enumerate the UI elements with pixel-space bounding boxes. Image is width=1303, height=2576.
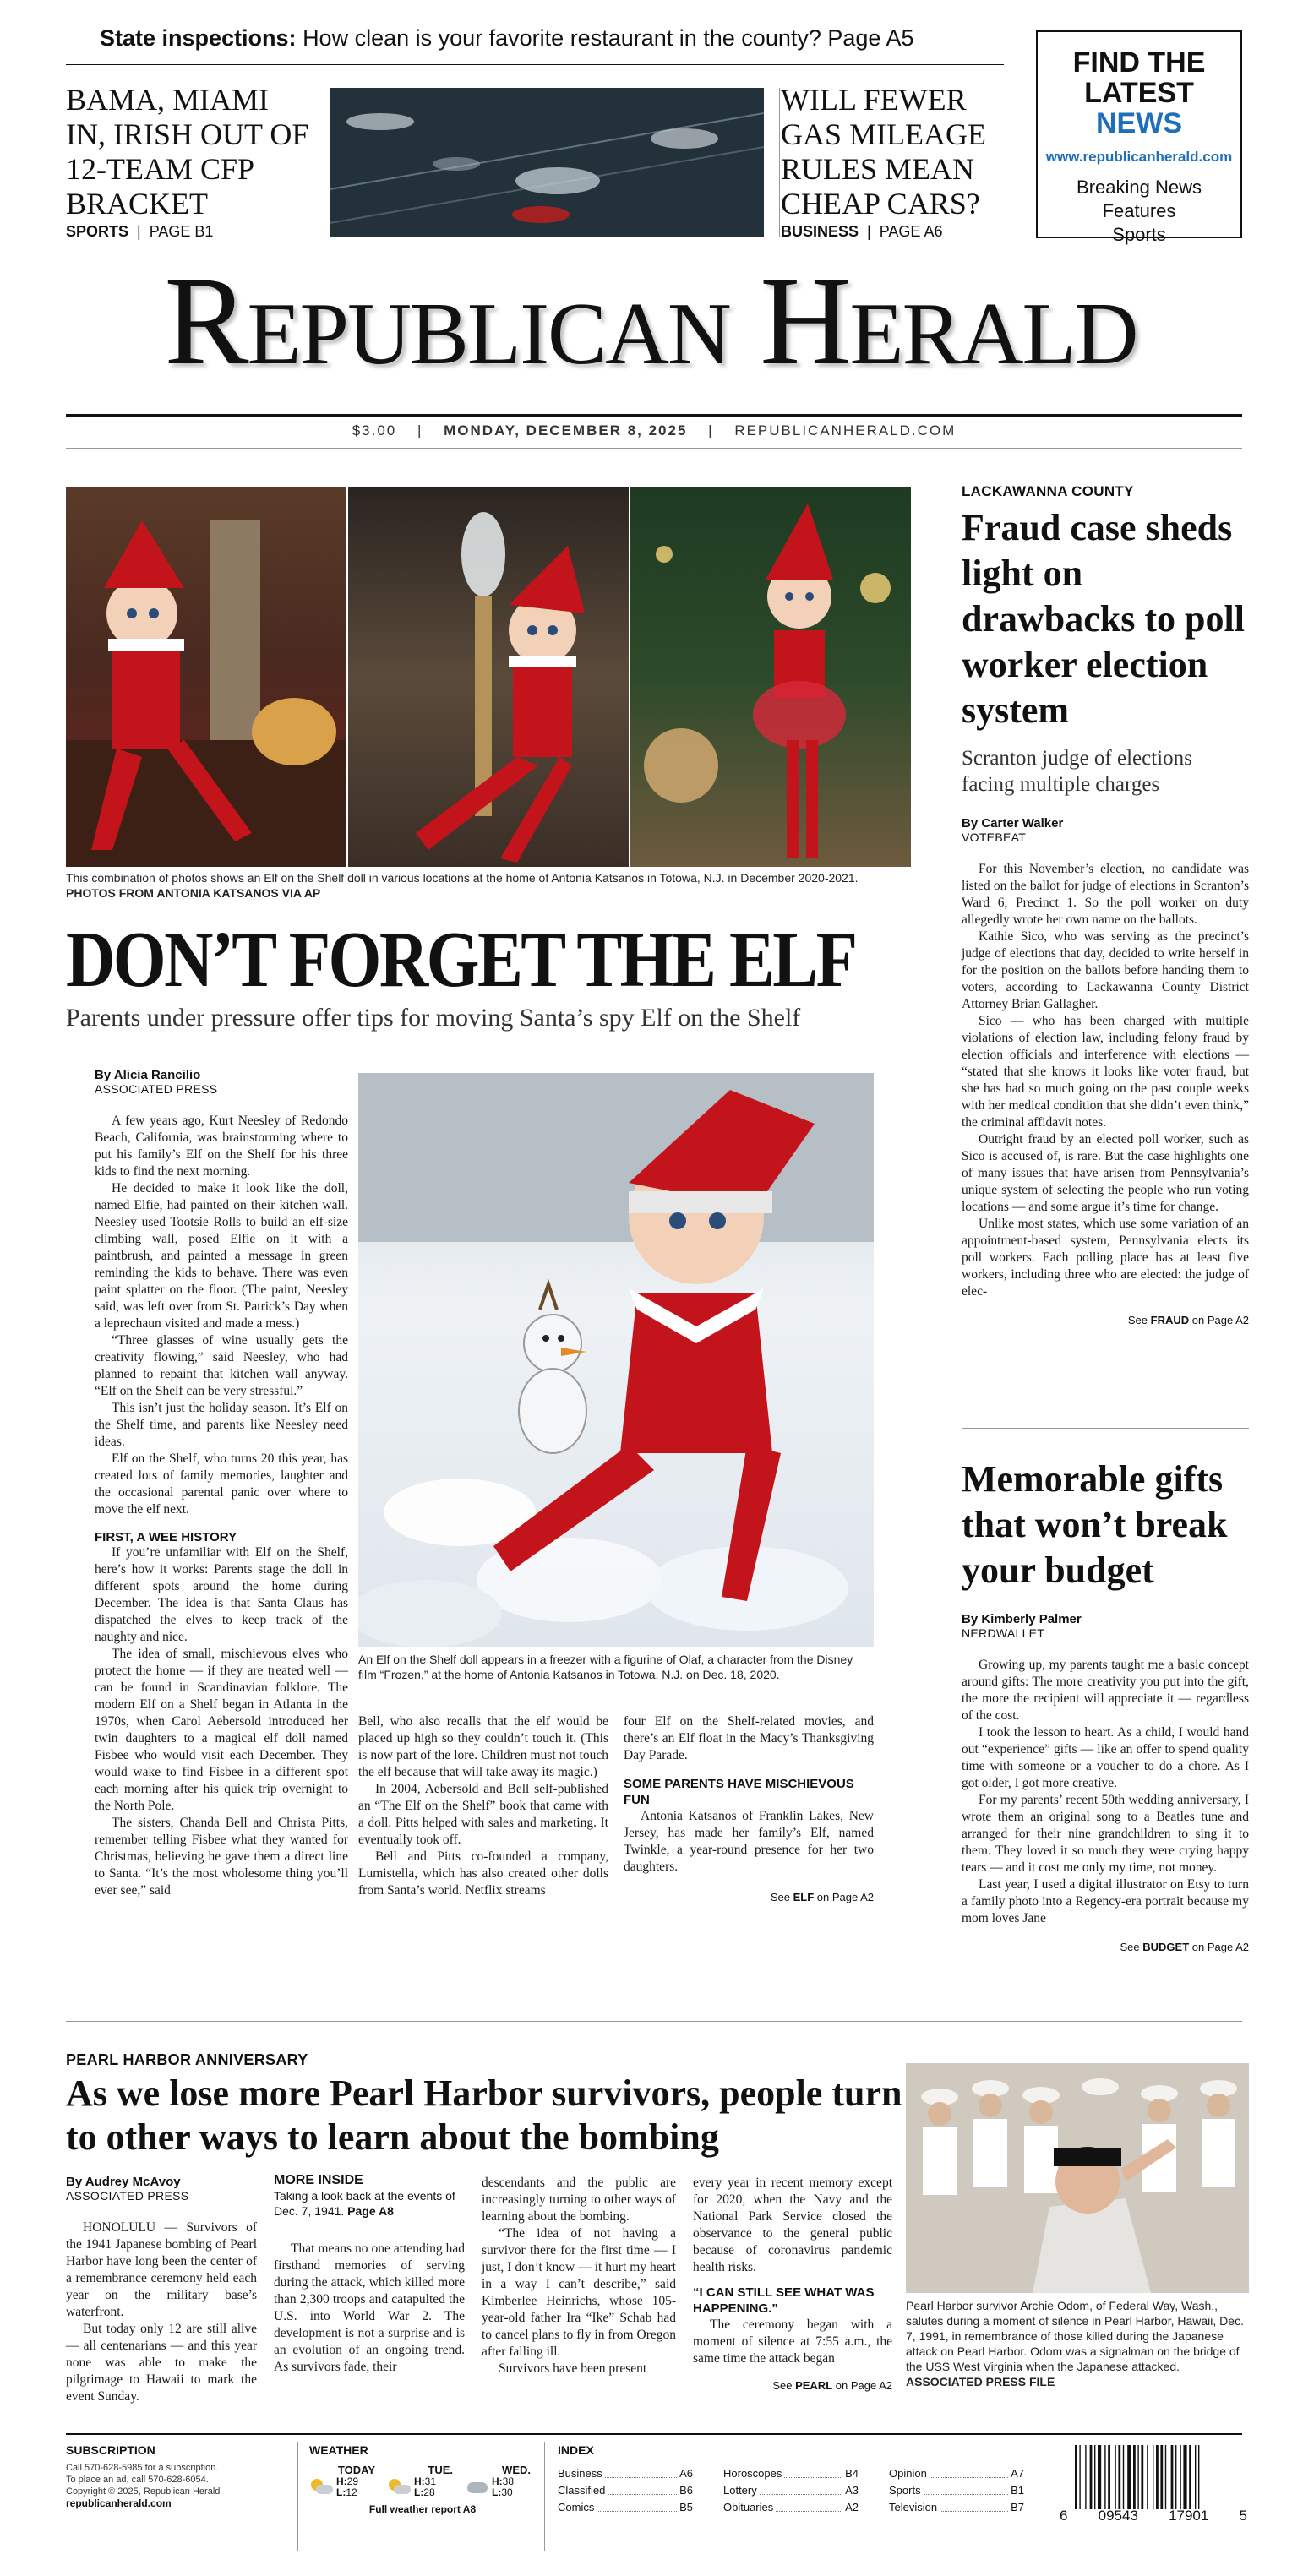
story-paragraph: Unlike most states, which use some variation of an appointment-based system, Pennsylvania elects its poll workers. Each polling place has at least five workers, including three who are elected: the judge of elec- — [962, 1217, 1249, 1299]
index-item[interactable] — [889, 2482, 1024, 2499]
index-name: Opinion — [889, 2467, 927, 2480]
elf-freezer-photo[interactable] — [358, 1073, 874, 1647]
index-item[interactable] — [723, 2465, 859, 2482]
story-paragraph: The ceremony began with a moment of silence at 7:55 a.m., the same time the attack began — [693, 2317, 892, 2366]
byline-author: By Audrey McAvoy — [66, 2175, 181, 2189]
index-item[interactable] — [723, 2499, 859, 2516]
index-box — [558, 2443, 1039, 2516]
story-paragraph: Bell and Pitts co-founded a company, Lumistella, which has also created other dolls from Santa’s world. Netflix streams — [358, 1849, 608, 1898]
more-inside-page: Page A8 — [347, 2204, 394, 2218]
elf-headline[interactable]: DON’T FORGET THE ELF — [66, 916, 856, 1004]
pearl-salute-image-icon — [906, 2063, 1249, 2293]
barcode-bar — [1127, 2445, 1131, 2509]
promo-divider-2 — [779, 88, 780, 237]
upc-barcode — [1060, 2442, 1247, 2551]
story-paragraph: If you’re unfamiliar with Elf on the Shelf, here’s how it works: Parents stage the doll in different spots around the home during December. The idea is that Santa Claus has dispatched the elves to keep track of the naughty and nice. — [95, 1545, 348, 1644]
jump-prefix: See — [772, 2379, 793, 2392]
byline-org: ASSOCIATED PRESS — [66, 2189, 189, 2203]
story-paragraph: That means no one attending had firsthand memories of serving during the attack, which killed more than 2,300 troops and catapulted the U.S. into World War 2. The development is not a surprise and is an evolution of an ongoing trend. As survivors fade, their — [274, 2241, 465, 2374]
traffic-image-icon — [330, 88, 764, 237]
weather-label: WEATHER — [309, 2443, 368, 2457]
barcode-bar — [1104, 2445, 1105, 2509]
jump-prefix: See — [1120, 1941, 1140, 1953]
top-rule — [66, 64, 1004, 65]
barcode-lead: 6 — [1060, 2508, 1068, 2524]
story-paragraph: Last year, I used a digital illustrator on Etsy to turn a family photo into a Regency-era portrait because my mom loves Jane — [962, 1877, 1249, 1925]
barcode-bar — [1133, 2445, 1136, 2509]
index-page: A3 — [845, 2484, 859, 2497]
weather-day-name: TODAY — [337, 2464, 375, 2476]
subscription-line: To place an ad, call 570-628-6054. — [66, 2475, 209, 2485]
story-paragraph: In 2004, Aebersold and Bell self-published an “The Elf on the Shelf” book that came with a doll. Pitts helped with sales and marketing. It eventually took off. — [358, 1782, 608, 1847]
story-subhead: SOME PARENTS HAVE MISCHIEVOUS FUN — [624, 1777, 854, 1807]
elf-column-1 — [95, 1068, 348, 1899]
hi-temp: 31 — [424, 2475, 437, 2487]
index-page: B1 — [1011, 2484, 1024, 2497]
promo-section: SPORTS — [66, 223, 129, 240]
byline-org: VOTEBEAT — [962, 831, 1027, 844]
promo-page: PAGE B1 — [149, 223, 214, 240]
index-page: A6 — [679, 2467, 693, 2480]
promo-traffic-photo[interactable] — [330, 88, 764, 237]
elf-column-3 — [624, 1713, 874, 1903]
masthead-title[interactable]: Republican Herald — [164, 251, 1137, 391]
barcode-bar — [1118, 2445, 1120, 2509]
pearl-caption — [906, 2298, 1249, 2389]
dateline — [66, 422, 1242, 439]
jump-key: ELF — [793, 1891, 815, 1903]
elf-column-2 — [358, 1713, 608, 1899]
barcode-bar — [1098, 2445, 1101, 2509]
barcode-bar — [1183, 2445, 1186, 2509]
story-paragraph: But today only 12 are still alive — all centenarians — and this year none was able to make the pilgrimage to Hawaii to mark the event Sunday. — [66, 2322, 257, 2404]
story-paragraph: Kathie Sico, who was serving as the precinct’s judge of elections that day, decided to write herself in for the position on the ballots before handing them to voters, according to Lackawanna County District Attorney Brian Gallagher. — [962, 929, 1249, 1011]
barcode-bar — [1175, 2445, 1176, 2509]
story-paragraph: four Elf on the Shelf-related movies, and there’s an Elf float in the Macy’s Thanksgiving Day Parade. — [624, 1714, 874, 1762]
barcode-bar — [1171, 2445, 1174, 2509]
index-name: Sports — [889, 2484, 921, 2497]
index-item[interactable] — [889, 2465, 1024, 2482]
story-paragraph: Elf on the Shelf, who turns 20 this year, has created lots of family memories, laughter and the occasional parental panic over where to move the elf next. — [95, 1451, 348, 1517]
elf-photo-strip[interactable] — [66, 487, 911, 867]
barcode-bar — [1198, 2445, 1199, 2509]
barcode-left: 09543 — [1098, 2508, 1138, 2524]
pearl-column-2 — [274, 2173, 465, 2376]
elf-nativity-image-icon — [66, 487, 346, 867]
jump-key: FRAUD — [1150, 1314, 1190, 1326]
index-name: Obituaries — [723, 2501, 774, 2513]
lo-temp: 12 — [346, 2486, 357, 2498]
pearl-headline[interactable]: As we lose more Pearl Harbor survivors, people turn to other ways to learn about the bombing — [66, 2072, 902, 2158]
cloudy-icon — [465, 2479, 488, 2496]
subscription-line: Call 570-628-5985 for a subscription. — [66, 2463, 219, 2473]
story-paragraph: The sisters, Chanda Bell and Christa Pitts, remember telling Fisbee what they wanted for Christmas, believing he gave them a direct line to Santa. “It’s the most wholesome thing you’ll ever see,” said — [95, 1816, 348, 1898]
story-paragraph: For this November’s election, no candidate was listed on the ballot for judge of elections in Scranton’s Ward 6, Precinct 1. So the poll worker on duty allegedly wrote her own name on the ballots. — [962, 862, 1249, 927]
promo-sep: | — [867, 223, 871, 240]
price: $3.00 — [352, 422, 397, 438]
jump-page: on Page A2 — [816, 1891, 874, 1903]
hi-temp: 38 — [502, 2475, 515, 2487]
jump-key: PEARL — [795, 2379, 833, 2392]
more-inside-label: MORE INSIDE — [274, 2173, 363, 2187]
promo-headline: WILL FEWER GAS MILEAGE RULES MEAN CHEAP CARS? — [781, 83, 986, 221]
lo-temp: 28 — [423, 2486, 435, 2498]
story-paragraph: Bell, who also recalls that the elf would be placed up high so they couldn’t touch it. (This is now part of the lore. Children must not touch the elf because that will take away its magic.) — [358, 1714, 608, 1779]
story-paragraph: “The idea of not having a survivor there for the first time — I just, I don’t know — it hurt my heart in a way I can’t describe,” said Kimberlee Heinrichs, whose 105-year-old father Ira “Ike” Schab had to cancel plans to fly in from Oregon after falling ill. — [482, 2226, 676, 2359]
dateline-sep: | — [417, 422, 423, 438]
index-name: Lottery — [723, 2484, 757, 2497]
right-column-rule — [962, 1428, 1249, 1429]
barcode-bar — [1147, 2445, 1148, 2509]
jump-prefix: See — [1127, 1314, 1148, 1326]
gifts-story — [962, 1457, 1249, 1953]
teaser-label: State inspections: — [100, 25, 297, 51]
elf-candle-image-icon — [348, 487, 629, 867]
dateline-sep: | — [708, 422, 714, 438]
masthead-rule-top — [66, 414, 1242, 417]
promo-section: BUSINESS — [781, 223, 859, 240]
barcode-bar — [1160, 2445, 1163, 2509]
story-paragraph: descendants and the public are increasingly turning to other ways of learning about the bombing. — [482, 2176, 676, 2224]
partly-cloudy-icon — [387, 2479, 411, 2496]
hi-label: H: — [492, 2475, 503, 2487]
hi-temp: 29 — [346, 2475, 359, 2487]
pearl-column-4 — [693, 2175, 892, 2392]
barcode-bar — [1156, 2445, 1159, 2509]
barcode-bar — [1094, 2445, 1095, 2509]
story-paragraph: He decided to make it look like the doll, named Elfie, had painted on their kitchen wall. Neesley used Tootsie Rolls to build an elf-size climbing wall, posed Elfie on it with a paintbrush, and painted a message in green reminding the kids to behave. There was even paint splatter on the floor. (The paint, Neesley said, was left over from St. Patrick’s Day when a leprechaun visited and made a mess.) — [95, 1181, 348, 1331]
caption-text: Pearl Harbor survivor Archie Odom, of Federal Way, Wash., salutes during a moment of silence in Pearl Harbor, Hawaii, Dec. 7, 1991, in remembrance of those killed during the Japanese attack on Pearl Harbor. Odom was a signalman on the bridge of the USS West Virginia when the Japanese attacked. — [906, 2299, 1244, 2373]
story-paragraph: Outright fraud by an elected poll worker, such as Sico is accused of, is rare. But the case highlights one of many issues that have arisen from Pennsylvania’s unique system of selecting the people who run voting locations — and some argue it’s time for change. — [962, 1132, 1249, 1214]
story-paragraph: Antonia Katsanos of Franklin Lakes, New Jersey, has made her family’s Elf, named Twinkle, a year-round presence for her two daughters. — [624, 1809, 874, 1874]
lo-temp: 30 — [501, 2486, 513, 2498]
story-paragraph: Growing up, my parents taught me a basic concept around gifts: The more creativity you put into the gift, the more the recipient will appreciate it — regardless of the cost. — [962, 1658, 1249, 1723]
barcode-bar — [1195, 2445, 1196, 2509]
news-box-news: NEWS — [1096, 107, 1182, 139]
index-page: B6 — [679, 2484, 693, 2497]
caption-text: This combination of photos shows an Elf on the Shelf doll in various locations at the home of Antonia Katsanos in Totowa, N.J. in December 2020-2021. — [66, 871, 859, 885]
jump-key: BUDGET — [1142, 1941, 1190, 1953]
story-subhead: FIRST, A WEE HISTORY — [95, 1530, 237, 1544]
byline-org: NERDWALLET — [962, 1626, 1045, 1640]
barcode-icon — [1073, 2445, 1247, 2513]
byline-org: ASSOCIATED PRESS — [95, 1082, 218, 1096]
index-name: Television — [889, 2501, 938, 2513]
index-page: A2 — [845, 2501, 859, 2513]
jump-page: on Page A2 — [835, 2379, 892, 2392]
pearl-column-1 — [66, 2175, 257, 2405]
jump-page: on Page A2 — [1191, 1941, 1249, 1953]
weather-day-name: TUE. — [428, 2464, 453, 2476]
index-label: INDEX — [558, 2443, 594, 2457]
index-item[interactable] — [558, 2465, 693, 2482]
barcode-bar — [1075, 2445, 1077, 2509]
promo-business[interactable] — [781, 83, 1034, 241]
index-page: B5 — [679, 2501, 693, 2513]
story-paragraph: every year in recent memory except for 2020, when the Navy and the National Park Service closed the observance to the general public because of coronavirus pandemic health risks. — [693, 2176, 892, 2274]
story-paragraph: For my parents’ recent 50th wedding anniversary, I wrote them an original song to a Beatles tune and arranged for their nine grandchildren to sing it to them. They loved it so much they were crying happy tears — and it cost me only my time, not money. — [962, 1793, 1249, 1875]
index-name: Horoscopes — [723, 2467, 782, 2480]
promo-sports[interactable] — [66, 83, 311, 241]
fraud-dek: Scranton judge of elections facing multiple charges — [962, 747, 1192, 796]
pearl-photo[interactable] — [906, 2063, 1249, 2293]
jump-prefix: See — [770, 1891, 790, 1903]
gifts-headline[interactable]: Memorable gifts that won’t break your budget — [962, 1458, 1228, 1591]
elf-top-caption — [66, 870, 911, 901]
fraud-jump-line[interactable] — [962, 1314, 1249, 1326]
index-page: B7 — [1011, 2501, 1024, 2513]
elf-freezer-caption: An Elf on the Shelf doll appears in a freezer with a figurine of Olaf, a character from the Disney film “Frozen,” at the home of Antonia Katsanos in Totowa, N.J. on Dec. 18, 2020. — [358, 1653, 853, 1681]
hi-label: H: — [336, 2475, 347, 2487]
lo-label: L: — [336, 2486, 346, 2498]
elf-photo-nativity — [66, 487, 346, 867]
subscription-label: SUBSCRIPTION — [66, 2443, 155, 2457]
elf-jump-line[interactable] — [624, 1891, 874, 1903]
promo-headline: BAMA, MIAMI IN, IRISH OUT OF 12-TEAM CFP BRACKET — [66, 83, 309, 221]
barcode-bar — [1165, 2445, 1166, 2509]
lo-label: L: — [492, 2486, 502, 2498]
news-box-line1: FIND THE — [1072, 46, 1206, 79]
weather-report-link[interactable]: Full weather report A8 — [368, 2503, 477, 2515]
site-link[interactable]: REPUBLICANHERALD.COM — [734, 422, 957, 438]
index-item[interactable] — [558, 2482, 693, 2499]
jump-page: on Page A2 — [1191, 1314, 1249, 1326]
byline-author: By Kimberly Palmer — [962, 1612, 1082, 1626]
story-paragraph: A few years ago, Kurt Neesley of Redondo Beach, California, was brainstorming where to put his family’s Elf on the Shelf for his three kids to find the next morning. — [95, 1114, 348, 1179]
barcode-bar — [1137, 2445, 1138, 2509]
subscription-site[interactable]: republicanherald.com — [66, 2497, 172, 2509]
hi-label: H: — [414, 2475, 425, 2487]
barcode-bar — [1079, 2445, 1080, 2509]
story-paragraph: “Three glasses of wine usually gets the creativity flowing,” said Neesley, who had planned to repaint that kitchen wall anyway. “Elf on the Shelf can be very stressful.” — [95, 1333, 348, 1398]
pearl-top-rule — [66, 2021, 1242, 2022]
byline-author: By Alicia Rancilio — [95, 1068, 201, 1082]
weather-day-name: WED. — [502, 2464, 531, 2476]
news-box-url[interactable]: www.republicanherald.com — [1045, 149, 1233, 165]
index-name: Business — [558, 2467, 602, 2480]
gifts-jump-line[interactable] — [962, 1941, 1249, 1953]
subscription-box — [66, 2443, 294, 2509]
lo-label: L: — [414, 2486, 424, 2498]
barcode-bar — [1085, 2445, 1086, 2509]
byline-author: By Carter Walker — [962, 816, 1064, 831]
pearl-jump-line[interactable] — [693, 2379, 892, 2392]
index-item[interactable] — [889, 2499, 1024, 2516]
story-kicker: LACKAWANNA COUNTY — [962, 483, 1134, 499]
footer-rule — [66, 2433, 1242, 2435]
more-inside-text: Taking a look back at the events of Dec. 7, 1941. — [274, 2189, 455, 2218]
index-page: B4 — [845, 2467, 859, 2480]
index-name: Classified — [558, 2484, 606, 2497]
story-paragraph: Sico — who has been charged with multiple violations of election law, including felony fraud by election officials and interference with elections — “stated that she knows it looks like voter fraud, but she has had so much going on the past couple weeks with her medical condition that she didn’t even think,” the criminal affidavit notes. — [962, 1014, 1249, 1130]
weather-day — [309, 2464, 375, 2498]
story-subhead: “I CAN STILL SEE WHAT WAS HAPPENING.” — [693, 2285, 875, 2316]
subscription-line: Copyright © 2025, Republican Herald — [66, 2486, 221, 2497]
elf-freezer-image-icon — [358, 1073, 874, 1647]
index-name: Comics — [558, 2501, 595, 2513]
elf-dek: Parents under pressure offer tips for moving Santa’s spy Elf on the Shelf — [66, 1004, 801, 1032]
index-item[interactable] — [723, 2482, 859, 2499]
masthead-rule-bottom — [66, 448, 1242, 449]
pearl-kicker: PEARL HARBOR ANNIVERSARY — [66, 2051, 308, 2068]
story-paragraph: I took the lesson to heart. As a child, I would hand out “experience” gifts — like an offer to spend quality time with someone or a voucher to do a chore. As I got older, I got more creative. — [962, 1725, 1249, 1790]
issue-date: MONDAY, DECEMBER 8, 2025 — [444, 422, 688, 438]
footer-divider — [297, 2442, 298, 2551]
story-paragraph: This isn’t just the holiday season. It’s Elf on the Shelf time, and parents like Neesley need ideas. — [95, 1401, 348, 1449]
news-box-item[interactable]: Breaking News — [1077, 177, 1202, 198]
teaser-line[interactable] — [100, 25, 995, 52]
news-box-latest: LATEST — [1084, 77, 1194, 109]
pearl-column-3 — [482, 2175, 676, 2377]
footer-divider — [544, 2442, 545, 2551]
elf-tree-image-icon — [630, 487, 911, 867]
photo-credit: ASSOCIATED PRESS FILE — [906, 2375, 1055, 2388]
barcode-bar — [1189, 2445, 1191, 2509]
latest-news-box[interactable] — [1036, 30, 1242, 245]
barcode-bar — [1090, 2445, 1093, 2509]
weather-day — [387, 2464, 453, 2498]
teaser-text: How clean is your favorite restaurant in the county? Page A5 — [303, 25, 914, 51]
elf-photo-tree — [630, 487, 911, 867]
news-box-item[interactable]: Features — [1102, 200, 1176, 221]
fraud-story — [962, 483, 1249, 1326]
elf-photo-candle — [348, 487, 629, 867]
weather-box — [309, 2443, 536, 2515]
barcode-bar — [1108, 2445, 1110, 2509]
partly-cloudy-icon — [309, 2479, 333, 2496]
barcode-bar — [1123, 2445, 1124, 2509]
barcode-right: 17901 — [1169, 2508, 1209, 2524]
fraud-headline[interactable]: Fraud case sheds light on drawbacks to poll worker election system — [962, 507, 1245, 731]
barcode-bar — [1141, 2445, 1143, 2509]
story-paragraph: HONOLULU — Survivors of the 1941 Japanese bombing of Pearl Harbor have long been the center of a remembrance ceremony held each year on the military base’s waterfront. — [66, 2220, 257, 2319]
promo-page: PAGE A6 — [879, 223, 943, 240]
story-paragraph: The idea of small, mischievous elves who protect the home — if they are treated well — can be found in Scandinavian folklore. The modern Elf on a Shelf began in Atlanta in the 1970s, when Carol Aebersold introduced her twin daughters to a magical elf doll named Fisbee who would visit each December. They would wake to find Fisbee in a different spot each morning after his quick trip overnight to the North Pole. — [95, 1647, 348, 1813]
barcode-check: 5 — [1239, 2508, 1247, 2524]
index-item[interactable] — [558, 2499, 693, 2516]
weather-day — [465, 2464, 531, 2498]
index-page: A7 — [1011, 2467, 1024, 2480]
more-inside[interactable] — [274, 2188, 465, 2219]
story-paragraph: Survivors have been present — [499, 2361, 647, 2376]
photo-credit: PHOTOS FROM ANTONIA KATSANOS VIA AP — [66, 886, 321, 900]
news-box-item[interactable]: Sports — [1112, 224, 1166, 245]
promo-sep: | — [137, 223, 141, 240]
